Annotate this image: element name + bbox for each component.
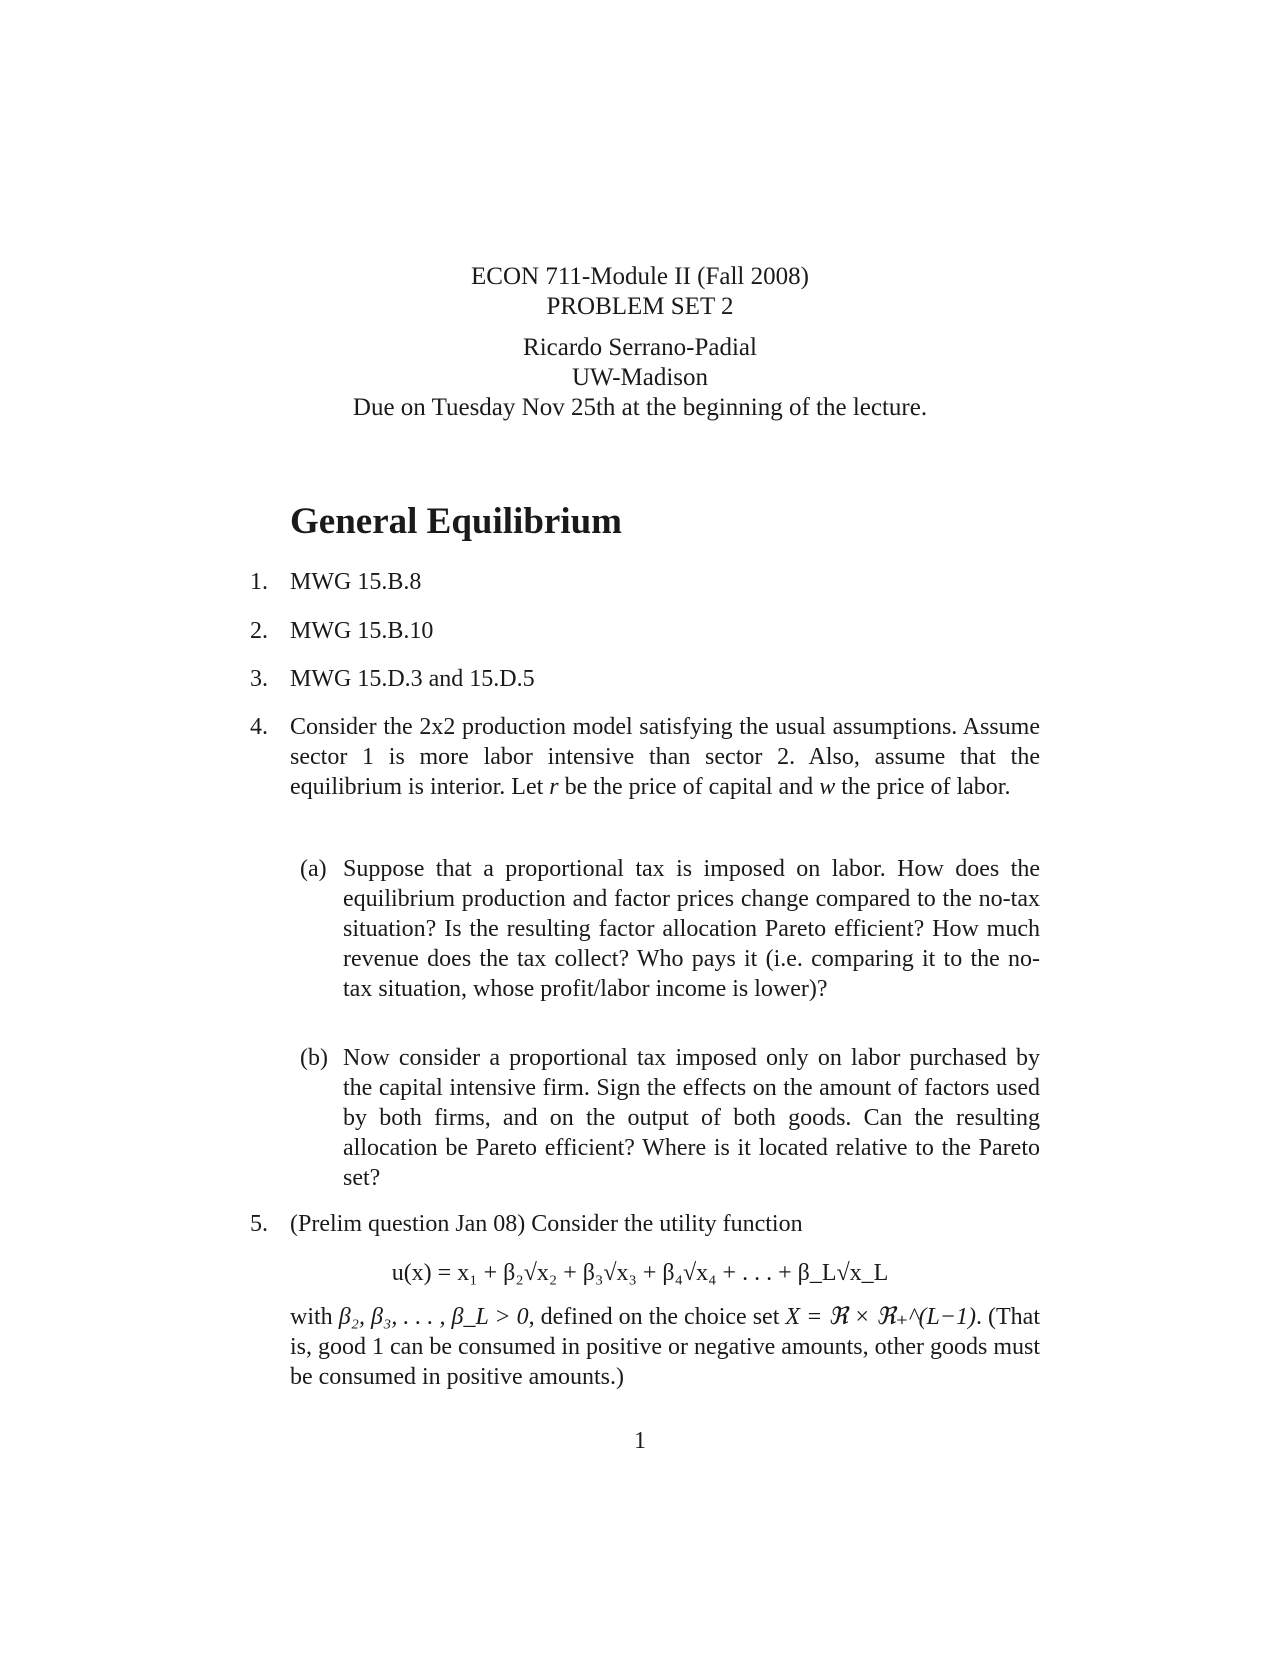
math-variable-r: r [549, 774, 559, 800]
subpart-label: (b) [300, 1045, 328, 1071]
equation-explanation [290, 1302, 1040, 1392]
subpart-a [290, 854, 1040, 1004]
problem-3 [250, 664, 1040, 694]
due-date: Due on Tuesday Nov 25th at the beginning of the lecture. [352, 394, 928, 421]
section-title: General Equilibrium [290, 501, 623, 542]
problem-text-part: be the price of capital and [558, 774, 820, 800]
problem-number: 1. [250, 569, 268, 595]
problem-1 [250, 567, 1040, 597]
explanation-part: with [290, 1304, 339, 1330]
author-name: Ricardo Serrano-Padial [523, 334, 757, 361]
problem-text [290, 712, 1040, 802]
subpart-text: Suppose that a proportional tax is imposed on labor. How does the equilibrium production and factor prices change compared to the no-tax situation? Is the resulting factor allocation Pareto efficient? How much revenue does the tax collect? Who pays it (i.e. comparing it to the no-tax situation, whose profit/labor income is lower)? [343, 856, 1040, 1002]
problem-text-part: Consider the 2x2 production model satisfying the usual assumptions. Assume sector 1 is more labor intensive than sector 2. Also, assume that the equilibrium is interior. Let [290, 714, 1040, 800]
problem-4 [250, 712, 1040, 802]
subpart-label: (a) [300, 856, 327, 882]
problem-text: MWG 15.D.3 and 15.D.5 [290, 666, 535, 692]
math-variable-w: w [819, 774, 836, 800]
problem-text: MWG 15.B.8 [290, 569, 422, 595]
explanation-part: , defined on the choice set [528, 1304, 786, 1330]
choice-set: X = ℜ × ℜ₊^(L−1) [785, 1304, 976, 1330]
parameter-condition: β₂, β₃, . . . , β_L > 0 [338, 1304, 529, 1330]
problem-text: (Prelim question Jan 08) Consider the utility function [290, 1211, 803, 1237]
explanation-part: . (That is, good 1 can be consumed in positive or negative amounts, other goods must be consumed in positive amounts.) [290, 1304, 1040, 1390]
problem-number: 5. [250, 1211, 268, 1237]
page-number: 1 [634, 1428, 646, 1454]
problem-5 [250, 1209, 1040, 1239]
problem-number: 4. [250, 714, 268, 740]
problem-2 [250, 616, 1040, 646]
problem-set-title: PROBLEM SET 2 [546, 293, 734, 320]
course-title: ECON 711-Module II (Fall 2008) [471, 263, 809, 290]
institution: UW-Madison [571, 364, 709, 391]
utility-equation: u(x) = x₁ + β₂√x₂ + β₃√x₃ + β₄√x₄ + . . . + β_L√x_L [391, 1260, 889, 1286]
problem-text-part: the price of labor. [835, 774, 1011, 800]
subpart-b [290, 1043, 1040, 1193]
problem-text: MWG 15.B.10 [290, 618, 434, 644]
problem-number: 2. [250, 618, 268, 644]
problem-number: 3. [250, 666, 268, 692]
subpart-text: Now consider a proportional tax imposed only on labor purchased by the capital intensive firm. Sign the effects on the amount of factors used by both firms, and on the output of both goods. Can the resulting allocation be Pareto efficient? Where is it located relative to the Pareto set? [343, 1045, 1040, 1191]
